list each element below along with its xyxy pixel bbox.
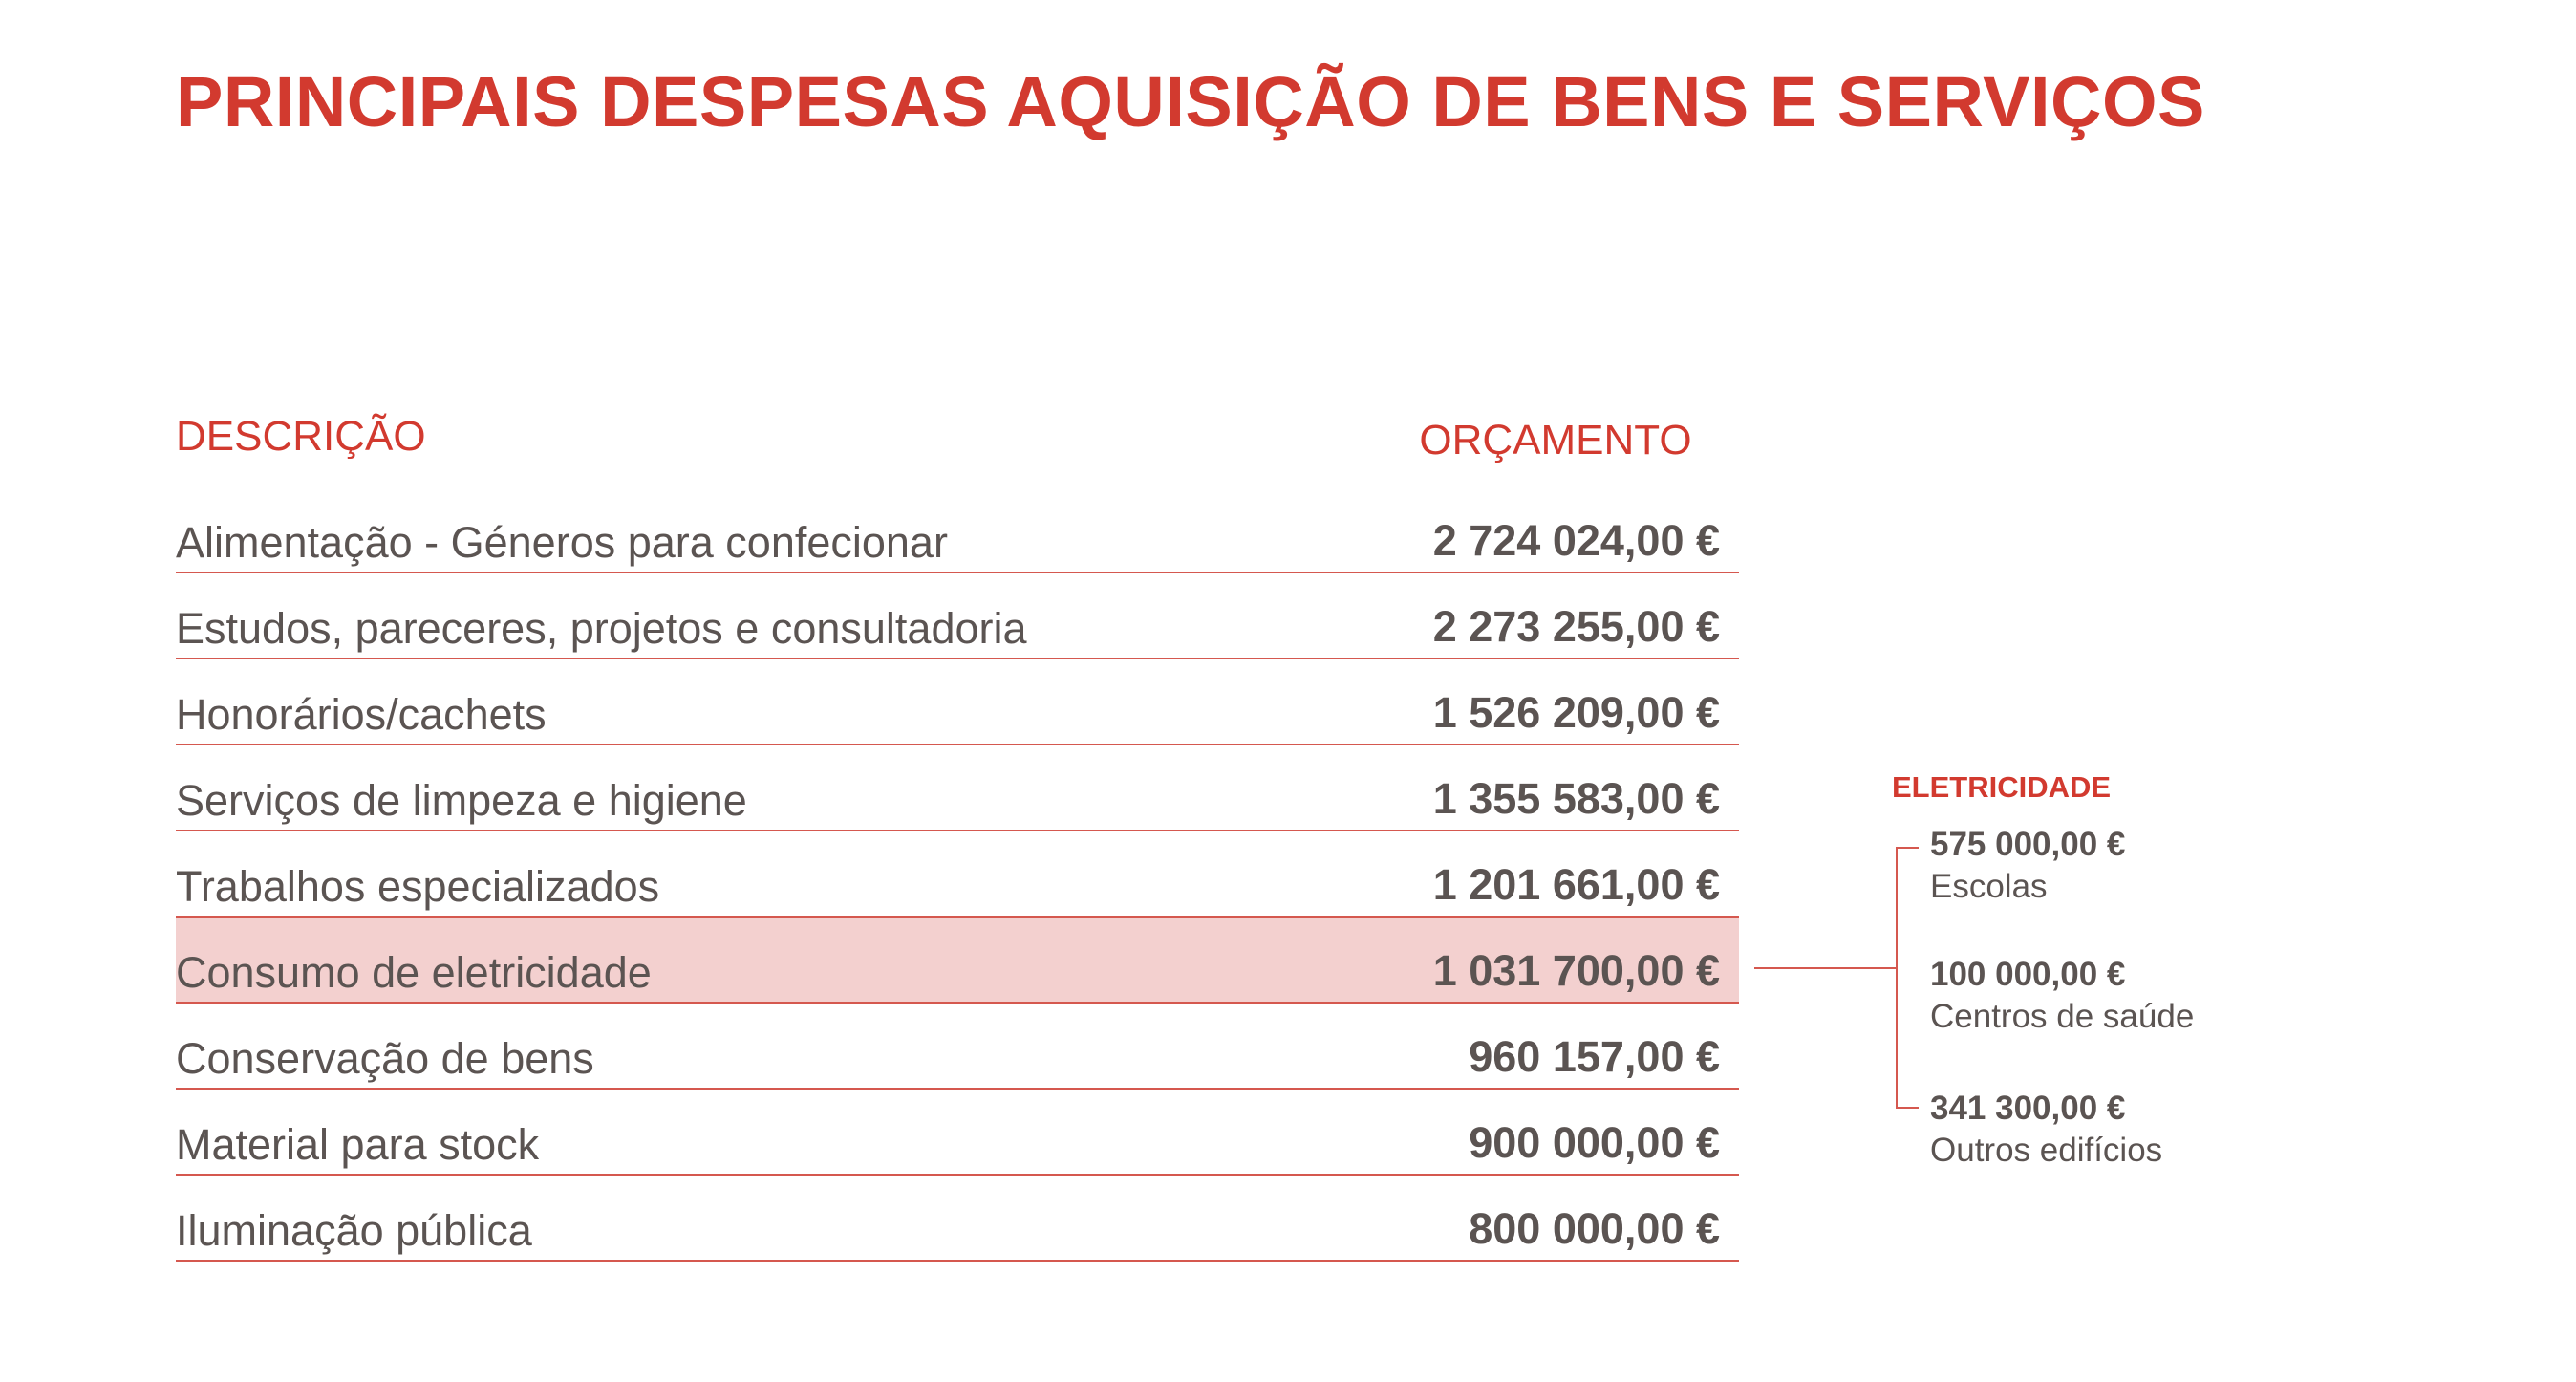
column-header-budget: ORÇAMENTO	[1419, 417, 1692, 464]
table-row	[176, 573, 1739, 659]
row-amount: 960 157,00 €	[1469, 1032, 1720, 1081]
row-amount: 900 000,00 €	[1469, 1118, 1720, 1167]
row-description: Alimentação - Géneros para confecionar	[176, 518, 948, 567]
row-description: Iluminação pública	[176, 1206, 532, 1255]
table-row	[176, 1176, 1739, 1262]
row-description: Consumo de eletricidade	[176, 948, 652, 997]
table-row-highlighted	[176, 918, 1739, 1004]
row-description: Trabalhos especializados	[176, 862, 660, 911]
row-amount: 1 355 583,00 €	[1432, 774, 1720, 823]
bracket-tick	[1896, 1107, 1919, 1109]
breakdown-label: Outros edifícios	[1930, 1132, 2163, 1169]
row-description: Honorários/cachets	[176, 690, 547, 739]
expenses-table	[176, 487, 1739, 1262]
table-row	[176, 745, 1739, 831]
row-amount: 800 000,00 €	[1469, 1204, 1720, 1253]
breakdown-label: Escolas	[1930, 868, 2048, 905]
column-header-description: DESCRIÇÃO	[176, 413, 426, 460]
breakdown-amount: 341 300,00 €	[1930, 1090, 2126, 1127]
row-amount: 1 031 700,00 €	[1432, 946, 1720, 995]
table-row	[176, 487, 1739, 573]
page-title: PRINCIPAIS DESPESAS AQUISIÇÃO DE BENS E SERVIÇOS	[176, 62, 2205, 141]
table-row	[176, 659, 1739, 745]
row-description: Estudos, pareceres, projetos e consultadoria	[176, 604, 1027, 653]
bracket-line	[1896, 847, 1898, 1109]
row-description: Serviços de limpeza e higiene	[176, 776, 747, 825]
table-row	[176, 1090, 1739, 1176]
breakdown-title: ELETRICIDADE	[1892, 770, 2112, 804]
connector-line	[1754, 967, 1898, 969]
row-amount: 2 273 255,00 €	[1432, 602, 1720, 651]
breakdown-label: Centros de saúde	[1930, 998, 2195, 1035]
row-description: Conservação de bens	[176, 1034, 594, 1083]
breakdown-item	[1930, 954, 2194, 1038]
breakdown-item	[1930, 1088, 2162, 1172]
bracket-tick	[1896, 847, 1919, 849]
table-row	[176, 831, 1739, 918]
breakdown-item	[1930, 824, 2125, 908]
row-amount: 1 526 209,00 €	[1432, 688, 1720, 737]
row-amount: 2 724 024,00 €	[1432, 516, 1720, 565]
row-description: Material para stock	[176, 1120, 540, 1169]
breakdown-amount: 575 000,00 €	[1930, 826, 2126, 863]
breakdown-amount: 100 000,00 €	[1930, 956, 2126, 993]
row-amount: 1 201 661,00 €	[1432, 860, 1720, 909]
table-row	[176, 1004, 1739, 1090]
